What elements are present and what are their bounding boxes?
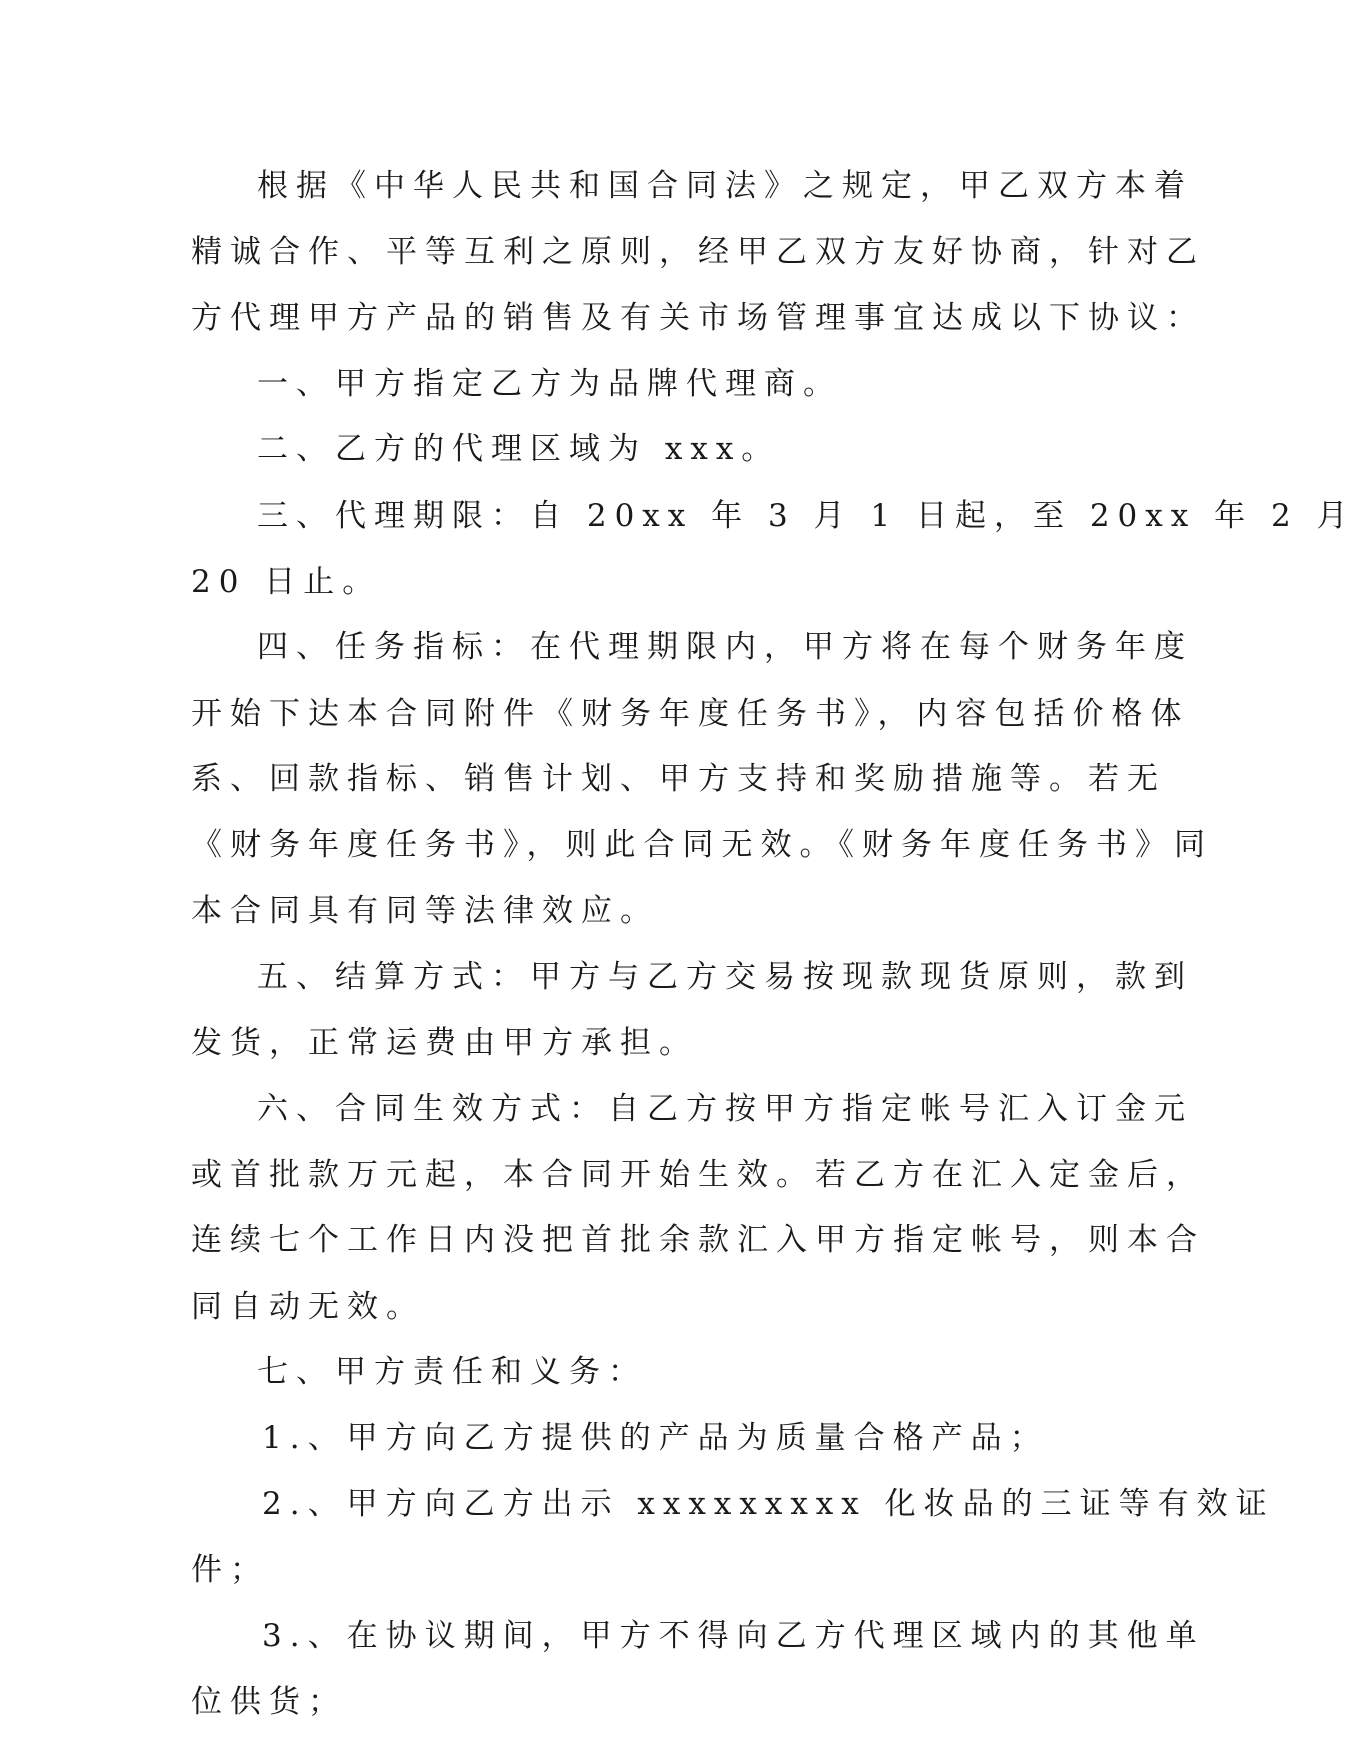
clause-7-item-3-line-1: 3.、在协议期间，甲方不得向乙方代理区域内的其他单 [262, 1618, 1205, 1654]
clause-6-line-1: 六、合同生效方式：自乙方按甲方指定帐号汇入订金元 [257, 1091, 1193, 1127]
clause-3-line-2: 20 日止。 [191, 564, 382, 600]
clause-3-line-1: 三、代理期限：自 20xx 年 3 月 1 日起，至 20xx 年 2 月 [257, 498, 1356, 534]
clause-4-line-4: 《财务年度任务书》，则此合同无效。《财务年度任务书》同 [191, 827, 1213, 863]
clause-7-item-2-line-2: 件； [191, 1552, 269, 1588]
clause-4-line-5: 本合同具有同等法律效应。 [191, 893, 659, 929]
clause-1: 一、甲方指定乙方为品牌代理商。 [257, 366, 842, 402]
clause-6-line-4: 同自动无效。 [191, 1289, 425, 1325]
clause-2: 二、乙方的代理区域为 xxx。 [257, 431, 781, 467]
clause-7-heading: 七、甲方责任和义务： [257, 1354, 647, 1390]
clause-5-line-1: 五、结算方式：甲方与乙方交易按现款现货原则，款到 [257, 959, 1193, 995]
paragraph-preamble-line-3: 方代理甲方产品的销售及有关市场管理事宜达成以下协议： [191, 300, 1205, 336]
paragraph-preamble-line-1: 根据《中华人民共和国合同法》之规定，甲乙双方本着 [257, 168, 1193, 204]
clause-4-line-3: 系、回款指标、销售计划、甲方支持和奖励措施等。若无 [191, 761, 1166, 797]
clause-7-item-3-line-2: 位供货； [191, 1684, 347, 1720]
clause-5-line-2: 发货，正常运费由甲方承担。 [191, 1025, 698, 1061]
clause-4-line-2: 开始下达本合同附件《财务年度任务书》，内容包括价格体 [191, 696, 1190, 732]
clause-6-line-3: 连续七个工作日内没把首批余款汇入甲方指定帐号，则本合 [191, 1222, 1205, 1258]
clause-7-item-2-line-1: 2.、甲方向乙方出示 xxxxxxxxx 化妆品的三证等有效证 [262, 1486, 1275, 1522]
paragraph-preamble-line-2: 精诚合作、平等互利之原则，经甲乙双方友好协商，针对乙 [191, 234, 1205, 270]
clause-7-item-1: 1.、甲方向乙方提供的产品为质量合格产品； [262, 1420, 1049, 1456]
clause-6-line-2: 或首批款万元起，本合同开始生效。若乙方在汇入定金后， [191, 1157, 1205, 1193]
clause-4-line-1: 四、任务指标：在代理期限内，甲方将在每个财务年度 [257, 629, 1193, 665]
